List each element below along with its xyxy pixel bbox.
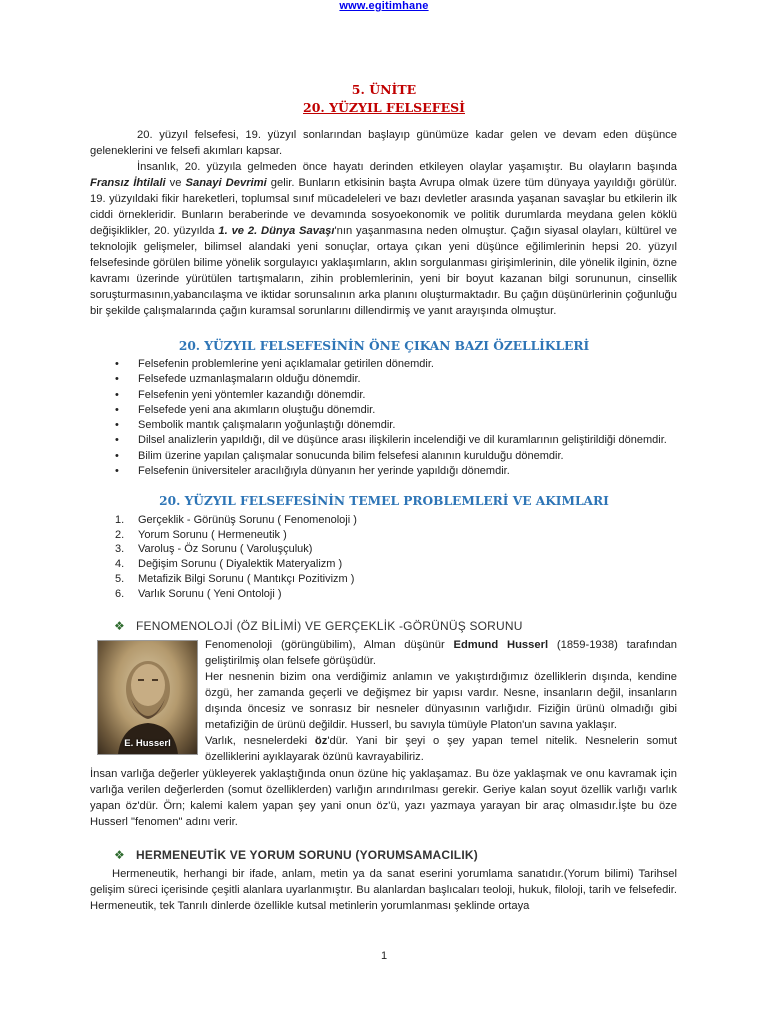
hermeneutics-paragraph-1: Hermeneutik, herhangi bir ifade, anlam, metin ya da sanat eserini yorumlama sanatıdır.(Yorum bilimi) Tarihsel gelişim süreci içerisinde çeşitli alanlara uyarlanmıştır. Bu alanlardan başlıcaları teoloji, hukuk, filoloji, tarih ve felsefedir. Hermeneutik, tek Tanrılı dinlerde özellikle kutsal metinlerin yorumlanması şeklinde ortaya xyxy=(90,868,677,912)
heading-text: HERMENEUTİK VE YORUM SORUNU (YORUMSAMACILIK) xyxy=(136,848,478,862)
text-run: 'nın yaşanmasına neden olmuştur. Çağın siyasal olayları, kültürel ve teknolojik gelişmeler, bilimsel alandaki yeni sonuçlar, ortaya çıkan yeni düşünce eğilimlerinin hepsi 20. yüzyıl felsefesinde görülen bilime yönelik sorgulayıcı yaklaşımların, aklın sorgulanması girişimlerinin, dile yönelik ilginin, özne kavramı üzerinde yürütülen tartışmaların, zihin problemlerinin, yeni bir boyut kazanan bilgi sorununun, cinsellik soruşturmasının,yabancılaşma ve iktidar sorunsalının arka planını oluşturmaktadır. Bu çağın düşünürlerinin çoğunluğu bir şekilde çalışmalarında çağın kuramsal sorunlarını dillendirmiş ve yanıt arayışında olmuştur. xyxy=(90,225,677,317)
list-text: Varlık Sorunu ( Yeni Ontoloji ) xyxy=(138,587,282,600)
list-item xyxy=(90,587,677,602)
text-run: gelir. Bunların etkisinin başta Avrupa olmak üzere tüm dünyaya yayıldığı görülür. 19. yüzyıldaki fikir hareketleri, toplumsal sınıf mücadeleleri ve bazı devletler arasında yaşanan savaşlar bu etkilerin ilk ciddi örnekleridir. Bunların beraberinde ve devamında sosyoekonomik ve politik durumlarda meydana gelen köklü değişiklikler, 20. yüzyılda xyxy=(90,177,677,237)
phenomenology-paragraph-3 xyxy=(205,733,677,765)
list-item: • Felsefenin problemlerine yeni açıklamalar getirilen dönemdir. xyxy=(90,357,677,372)
hermeneutics-heading xyxy=(114,848,478,862)
text-run: 'dür. Yani bir şeyi o şey yapan temel nitelik. Nesnelerin somut özelliklerini ayıklayarak özünü kavrayabiliriz. xyxy=(205,735,677,763)
list-number: 5. xyxy=(115,572,125,585)
emphasis-industrial-revolution: Sanayi Devrimi xyxy=(185,177,267,189)
problems-heading: 20. YÜZYIL FELSEFESİNİN TEMEL PROBLEMLERİ VE AKIMLARI xyxy=(159,494,609,508)
list-number: 4. xyxy=(115,558,125,571)
text-run: Varlık, nesnelerdeki xyxy=(205,735,315,747)
phenomenology-paragraph-4: İnsan varlığa değerler yükleyerek yaklaştığında onun özüne hiç yaklaşamaz. Bu öze yaklaşmak ve onu kavramak için varlığa verilen değerlerden (somut özelliklerden) varlığın arındırılması gerekir. Geriye kalan soyut özellik varlığı varlık yapan öz'dür. Örn; kalemi kalem yapan şey yani onun öz'ü, yazı yazmaya yarayan bir araç olmasıdır.İşte bu öze Husserl "fenomen" adını verir. xyxy=(90,768,677,828)
list-text: Değişim Sorunu ( Diyalektik Materyalizm ) xyxy=(138,558,343,571)
list-item: • Felsefenin yeni yöntemler kazandığı dönemdir. xyxy=(90,388,677,403)
diamond-bullet-icon: ❖ xyxy=(114,848,125,862)
list-item xyxy=(90,572,677,587)
intro-section xyxy=(90,127,677,319)
list-text: Gerçeklik - Görünüş Sorunu ( Fenomenoloji ) xyxy=(138,514,357,526)
phenomenology-text-beside-photo xyxy=(205,637,677,765)
photo-caption: E. Husserl xyxy=(124,738,171,749)
list-item xyxy=(90,528,677,543)
text-run: (1859-1938) tarafından geliştirilmiş olan felsefe görüşüdür. xyxy=(205,639,677,667)
emphasis-world-wars: 1. ve 2. Dünya Savaşı xyxy=(218,225,335,237)
list-item: • Felsefede uzmanlaşmaların olduğu dönemdir. xyxy=(90,372,677,387)
site-link[interactable]: www.egitimhane xyxy=(339,0,429,12)
phenomenology-paragraph-1 xyxy=(205,637,677,669)
features-heading: 20. YÜZYIL FELSEFESİNİN ÖNE ÇIKAN BAZI ÖZELLİKLERİ xyxy=(178,339,590,353)
text-run: Fenomenoloji (görüngübilim), Alman düşünür xyxy=(205,639,454,651)
list-number: 6. xyxy=(115,587,125,600)
heading-text: FENOMENOLOJİ (ÖZ BİLİMİ) VE GERÇEKLİK -GÖRÜNÜŞ SORUNU xyxy=(136,619,523,633)
list-text: Yorum Sorunu ( Hermeneutik ) xyxy=(138,528,287,541)
text-run: ve xyxy=(165,177,186,189)
diamond-bullet-icon: ❖ xyxy=(114,619,125,633)
text-run: İnsanlık, 20. yüzyıla gelmeden önce hayatı derinden etkileyen olaylar yaşamıştır. Bu olayların başında xyxy=(137,161,677,173)
list-item xyxy=(90,557,677,572)
list-item xyxy=(90,513,677,528)
husserl-portrait xyxy=(97,640,198,755)
list-item: • Felsefenin üniversiteler aracılığıyla dünyanın her yerinde yapıldığı dönemdir. xyxy=(90,464,677,479)
page-title: 20. YÜZYIL FELSEFESİ xyxy=(303,100,465,115)
list-text: Metafizik Bilgi Sorunu ( Mantıkçı Pozitivizm ) xyxy=(138,572,355,585)
list-number: 3. xyxy=(115,543,125,556)
features-list xyxy=(90,357,677,479)
unit-label: 5. ÜNİTE xyxy=(351,82,417,97)
page-number: 1 xyxy=(380,950,388,962)
list-item: • Bilim üzerine yapılan çalışmalar sonucunda bilim felsefesi alanının kurulduğu dönemdir. xyxy=(90,449,677,464)
list-text: Varoluş - Öz Sorunu ( Varoluşçuluk) xyxy=(138,543,313,556)
list-item: • Sembolik mantık çalışmaların yoğunlaştığı dönemdir. xyxy=(90,418,677,433)
intro-paragraph-1: 20. yüzyıl felsefesi, 19. yüzyıl sonlarından başlayıp günümüze kadar gelen ve devam eden düşünce geleneklerini ve felsefi akımları kapsar. xyxy=(90,129,677,157)
list-number: 2. xyxy=(115,528,125,541)
hermeneutics-section xyxy=(90,866,677,914)
phenomenology-heading xyxy=(114,619,523,633)
list-item: • Dilsel analizlerin yapıldığı, dil ve düşünce arası ilişkilerin incelendiği ve dil kuramlarının geliştirildiği dönemdir. xyxy=(90,433,677,448)
list-item: • Felsefede yeni ana akımların oluştuğu dönemdir. xyxy=(90,403,677,418)
emphasis-husserl: Edmund Husserl xyxy=(453,639,549,651)
intro-paragraph-2 xyxy=(90,159,677,319)
phenomenology-paragraph-2: Her nesnenin bizim ona verdiğimiz anlamın ve yakıştırdığımız özelliklerin dışında, kendine özgü, her zamanda geçerli ve değişmez bir yapısı vardır. Nesne, insanların değil, insanların dışında öncesiz ve sonrasız bir nesneler dünyasının varlığıdır. Fiziğin ürünü olmadığı gibi metafiziğin de ürünü değildir. Husserl, bu savıyla tümüyle Platon'un savına yaklaşır. xyxy=(205,671,677,731)
problems-list xyxy=(90,513,677,601)
emphasis-french-revolution: Fransız İhtilali xyxy=(90,177,166,189)
emphasis-oz: öz xyxy=(314,735,328,747)
list-item xyxy=(90,542,677,557)
list-number: 1. xyxy=(115,514,125,526)
